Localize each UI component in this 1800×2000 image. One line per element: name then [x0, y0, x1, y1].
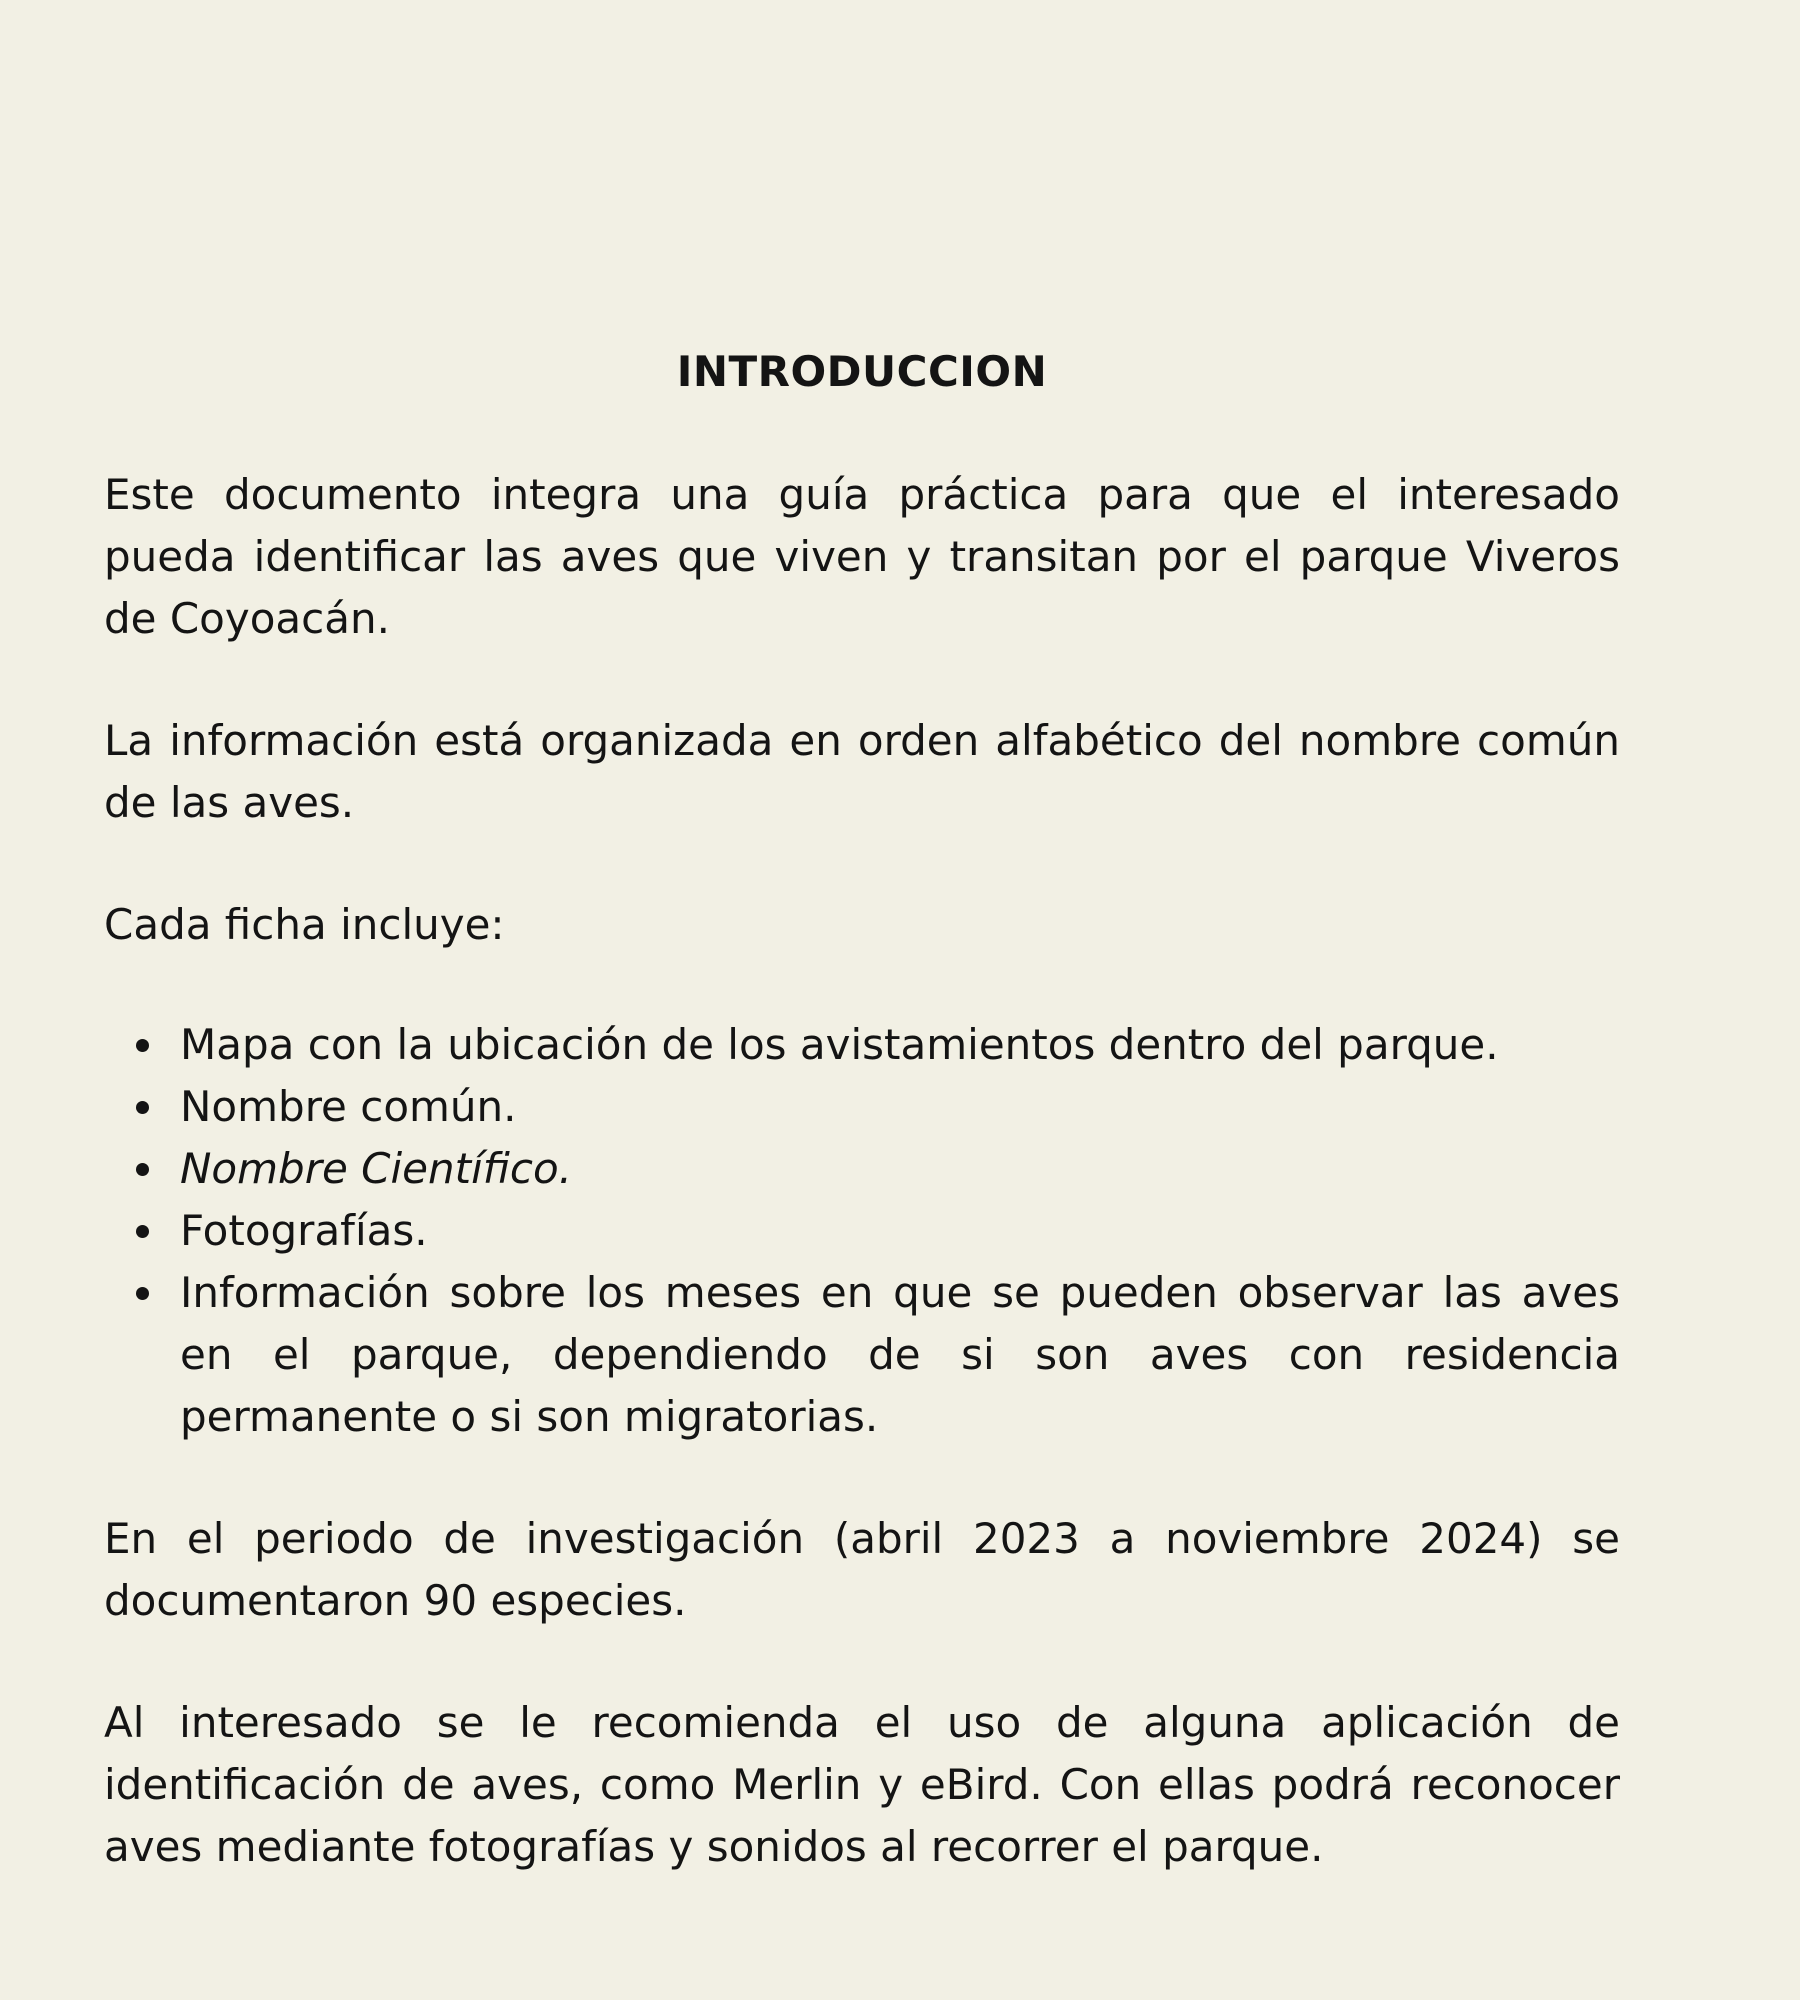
list-item-text: Nombre Científico.: [180, 1144, 573, 1193]
list-item: [180, 1262, 1620, 1448]
bullet-icon: [136, 1225, 149, 1238]
contents-list: [104, 1014, 1620, 1448]
bullet-icon: [136, 1039, 149, 1052]
list-item: [180, 1200, 1620, 1262]
intro-paragraph: Este documento integra una guía práctica para que el interesado pueda identificar las aves que viven y transitan por el parque Viveros de Coyoacán.: [104, 470, 1620, 643]
page-title: INTRODUCCION: [676, 347, 1048, 396]
list-item: [180, 1076, 1620, 1138]
document-page: [104, 344, 1620, 1878]
list-item-text: Nombre común.: [180, 1082, 517, 1131]
list-item-text: Mapa con la ubicación de los avistamientos dentro del parque.: [180, 1020, 1499, 1069]
list-item-text: Fotografías.: [180, 1206, 428, 1255]
bullet-icon: [136, 1101, 149, 1114]
research-period-paragraph: En el periodo de investigación (abril 2023 a noviembre 2024) se documentaron 90 especies.: [104, 1514, 1620, 1625]
list-item-text: Información sobre los meses en que se pueden observar las aves en el parque, dependiendo de si son aves con residencia permanente o si son migratorias.: [180, 1268, 1620, 1441]
bullet-icon: [136, 1163, 149, 1176]
organization-paragraph: La información está organizada en orden alfabético del nombre común de las aves.: [104, 716, 1620, 827]
list-intro-paragraph: Cada ficha incluye:: [104, 900, 505, 949]
bullet-icon: [136, 1287, 149, 1300]
list-item: [180, 1138, 1620, 1200]
list-item: [180, 1014, 1620, 1076]
recommendation-paragraph: Al interesado se le recomienda el uso de alguna aplicación de identificación de aves, como Merlin y eBird. Con ellas podrá reconocer aves mediante fotografías y sonidos al recorrer el parque.: [104, 1698, 1620, 1871]
